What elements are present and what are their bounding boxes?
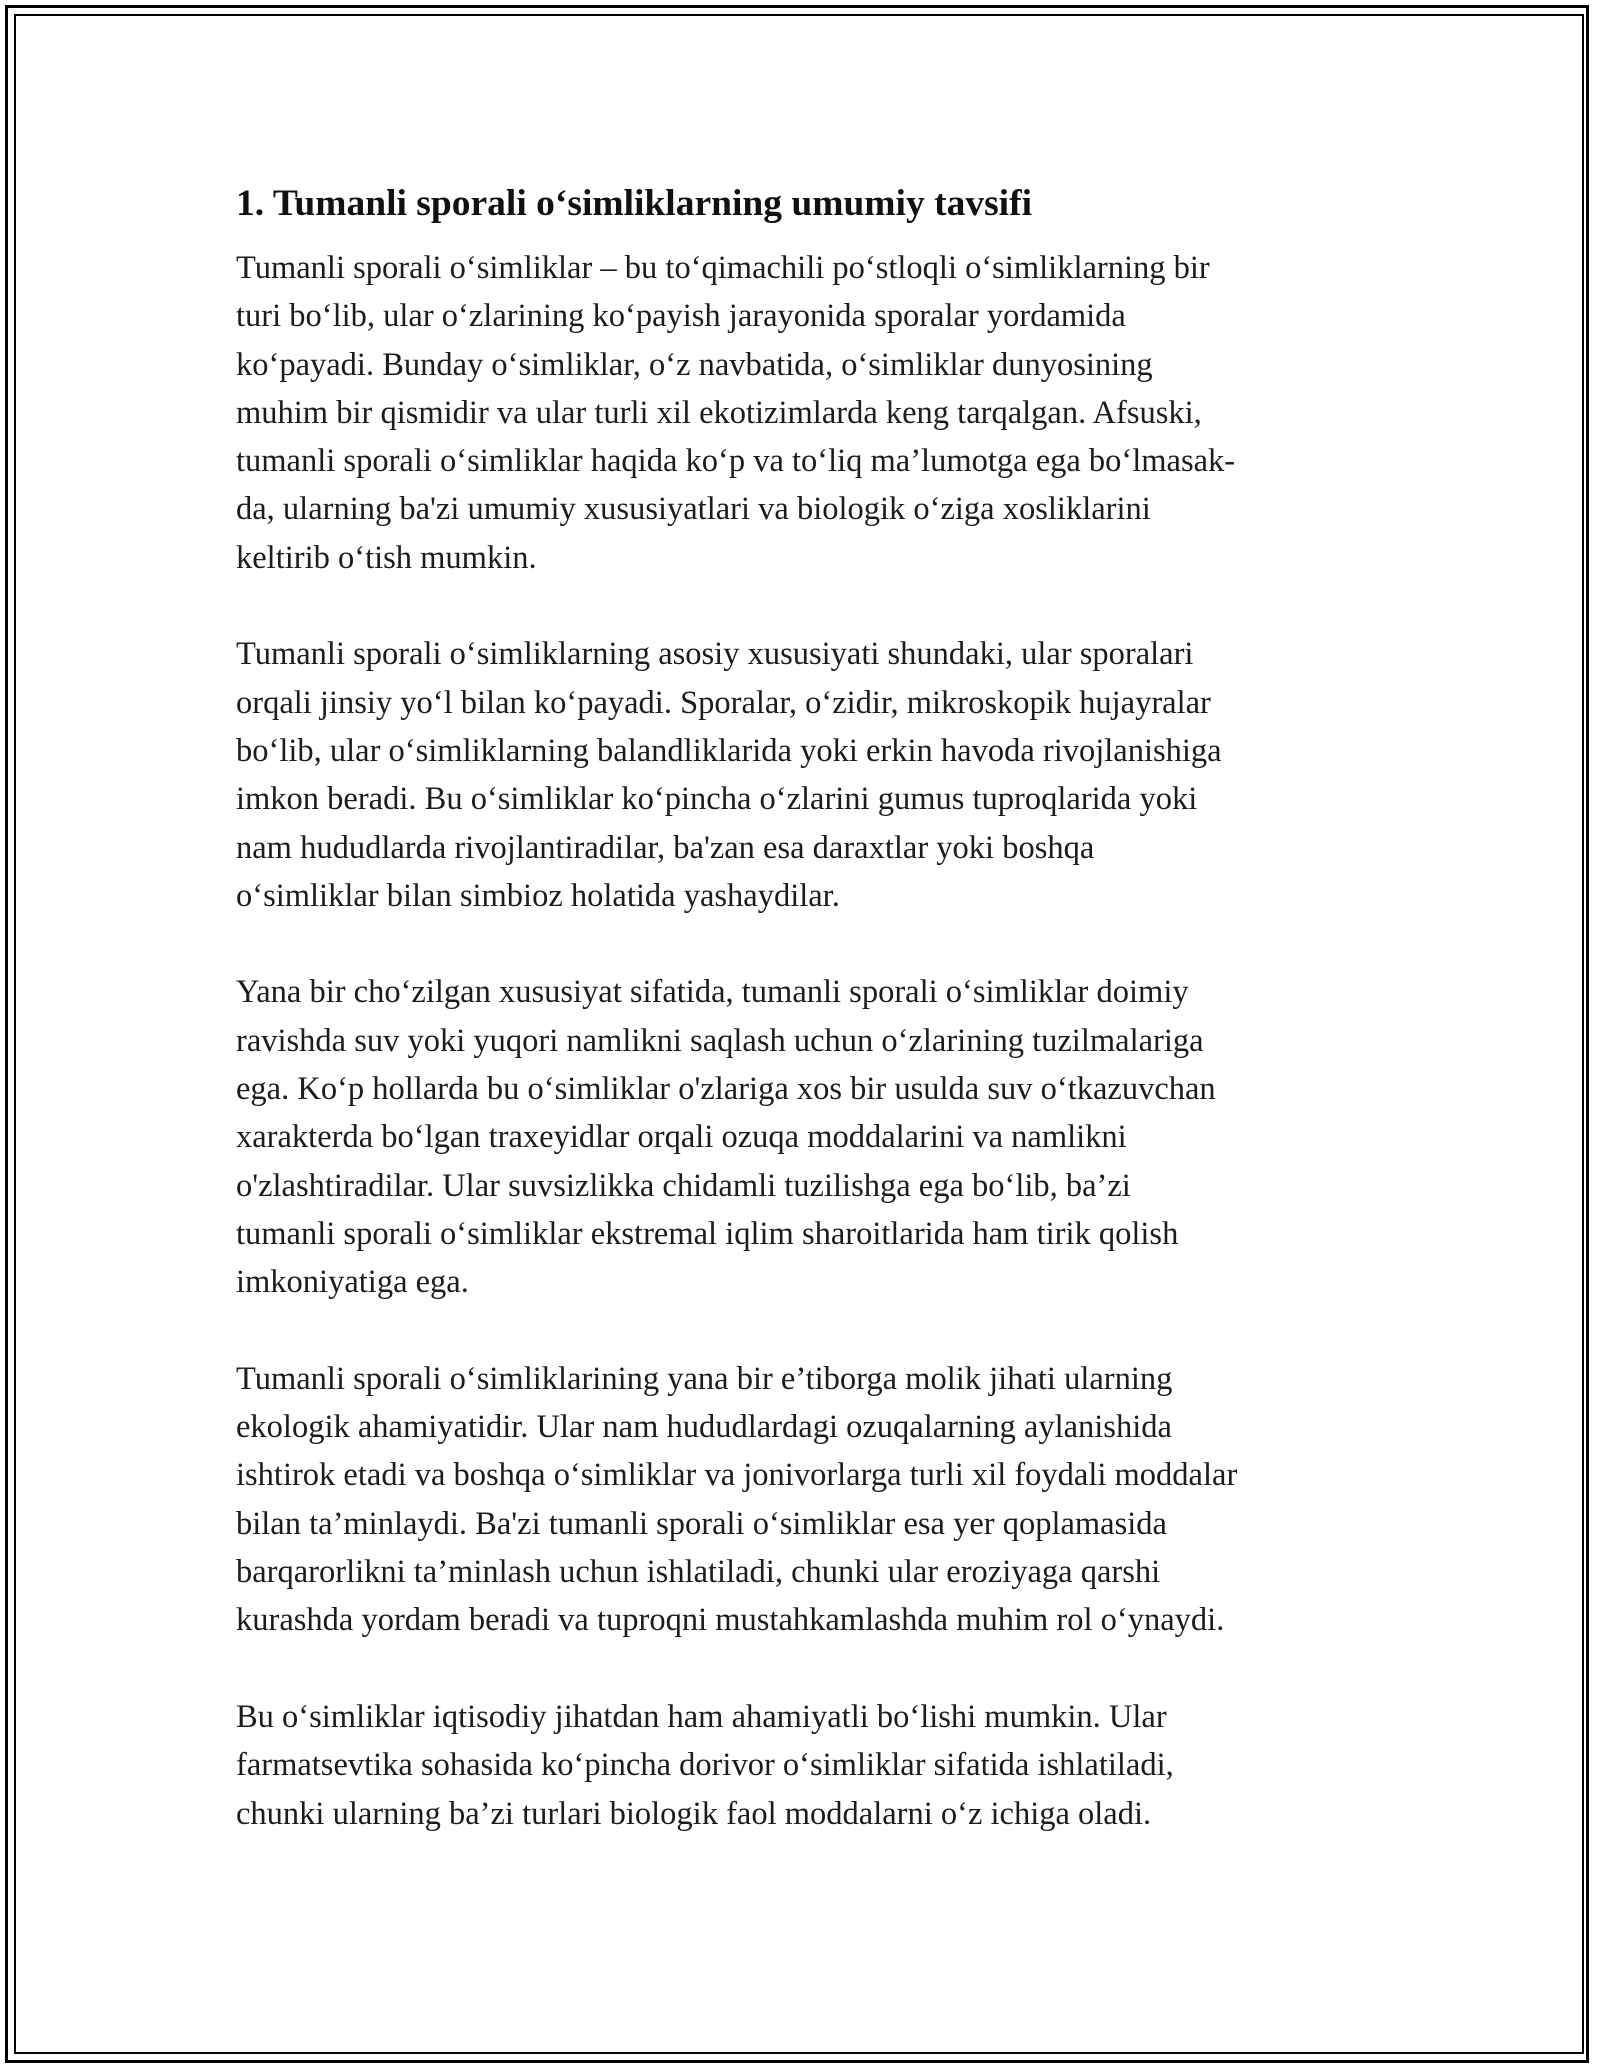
- text-line: tumanli sporali o‘simliklar ekstremal iqlim sharoitlarida ham tirik qolish: [236, 1215, 1179, 1252]
- text-line: o‘simliklar bilan simbioz holatida yashaydilar.: [236, 877, 840, 914]
- text-line: bo‘lib, ular o‘simliklarning balandliklarida yoki erkin havoda rivojlanishiga: [236, 732, 1222, 769]
- text-line: ega. Ko‘p hollarda bu o‘simliklar o'zlariga xos bir usulda suv o‘tkazuvchan: [236, 1071, 1216, 1108]
- text-line: muhim bir qismidir va ular turli xil ekotizimlarda keng tarqalgan. Afsuski,: [236, 394, 1202, 431]
- text-line: tumanli sporali o‘simliklar haqida ko‘p va to‘liq ma’lumotga ega bo‘lmasak-: [236, 443, 1236, 480]
- text-line: imkon beradi. Bu o‘simliklar ko‘pincha o‘zlarini gumus tuproqlarida yoki: [236, 781, 1198, 818]
- text-line: xarakterda bo‘lgan traxeyidlar orqali ozuqa moddalarini va namlikni: [236, 1119, 1127, 1156]
- text-line: barqarorlikni ta’minlash uchun ishlatiladi, chunki ular eroziyaga qarshi: [236, 1554, 1161, 1591]
- paragraph-5: [236, 1693, 1376, 1838]
- text-line: ravishda suv yoki yuqori namlikni saqlash uchun o‘zlarining tuzilmalariga: [236, 1022, 1204, 1059]
- text-line: keltirib o‘tish mumkin.: [236, 539, 537, 576]
- text-line: Bu o‘simliklar iqtisodiy jihatdan ham ahamiyatli bo‘lishi mumkin. Ular: [236, 1698, 1167, 1735]
- document-body: [236, 182, 1376, 1838]
- text-line: bilan ta’minlaydi. Ba'zi tumanli sporali o‘simliklar esa yer qoplamasida: [236, 1505, 1167, 1542]
- text-line: Tumanli sporali o‘simliklarining yana bir e’tiborga molik jihati ularning: [236, 1360, 1173, 1397]
- text-line: Tumanli sporali o‘simliklarning asosiy xususiyati shundaki, ular sporalari: [236, 636, 1194, 673]
- paragraph-4: [236, 1355, 1376, 1645]
- paragraph-1: [236, 244, 1376, 582]
- text-line: da, ularning ba'zi umumiy xususiyatlari va biologik o‘ziga xosliklarini: [236, 491, 1151, 528]
- text-line: ekologik ahamiyatidir. Ular nam hududlardagi ozuqalarning aylanishida: [236, 1409, 1172, 1446]
- paragraphs-container: [236, 244, 1376, 1838]
- text-line: nam hududlarda rivojlantiradilar, ba'zan esa daraxtlar yoki boshqa: [236, 829, 1095, 866]
- text-line: o'zlashtiradilar. Ular suvsizlikka chidamli tuzilishga ega bo‘lib, ba’zi: [236, 1167, 1131, 1204]
- text-line: Yana bir cho‘zilgan xususiyat sifatida, tumanli sporali o‘simliklar doimiy: [236, 974, 1189, 1011]
- text-line: ishtirok etadi va boshqa o‘simliklar va jonivorlarga turli xil foydali moddalar: [236, 1457, 1238, 1494]
- text-line: ko‘payadi. Bunday o‘simliklar, o‘z navbatida, o‘simliklar dunyosining: [236, 346, 1153, 383]
- text-line: orqali jinsiy yo‘l bilan ko‘payadi. Sporalar, o‘zidir, mikroskopik hujayralar: [236, 684, 1211, 721]
- text-line: chunki ularning ba’zi turlari biologik faol moddalarni o‘z ichiga oladi.: [236, 1795, 1152, 1832]
- paragraph-2: [236, 630, 1376, 920]
- text-line: kurashda yordam beradi va tuproqni mustahkamlashda muhim rol o‘ynaydi.: [236, 1602, 1225, 1639]
- text-line: turi bo‘lib, ular o‘zlarining ko‘payish jarayonida sporalar yordamida: [236, 298, 1126, 335]
- text-line: Tumanli sporali o‘simliklar – bu to‘qimachili po‘stloqli o‘simliklarning bir: [236, 250, 1210, 286]
- text-line: farmatsevtika sohasida ko‘pincha dorivor o‘simliklar sifatida ishlatiladi,: [236, 1747, 1174, 1784]
- text-line: imkoniyatiga ega.: [236, 1264, 469, 1301]
- page-title: 1. Tumanli sporali o‘simliklarning umumiy tavsifi: [236, 183, 1032, 224]
- paragraph-3: [236, 968, 1376, 1306]
